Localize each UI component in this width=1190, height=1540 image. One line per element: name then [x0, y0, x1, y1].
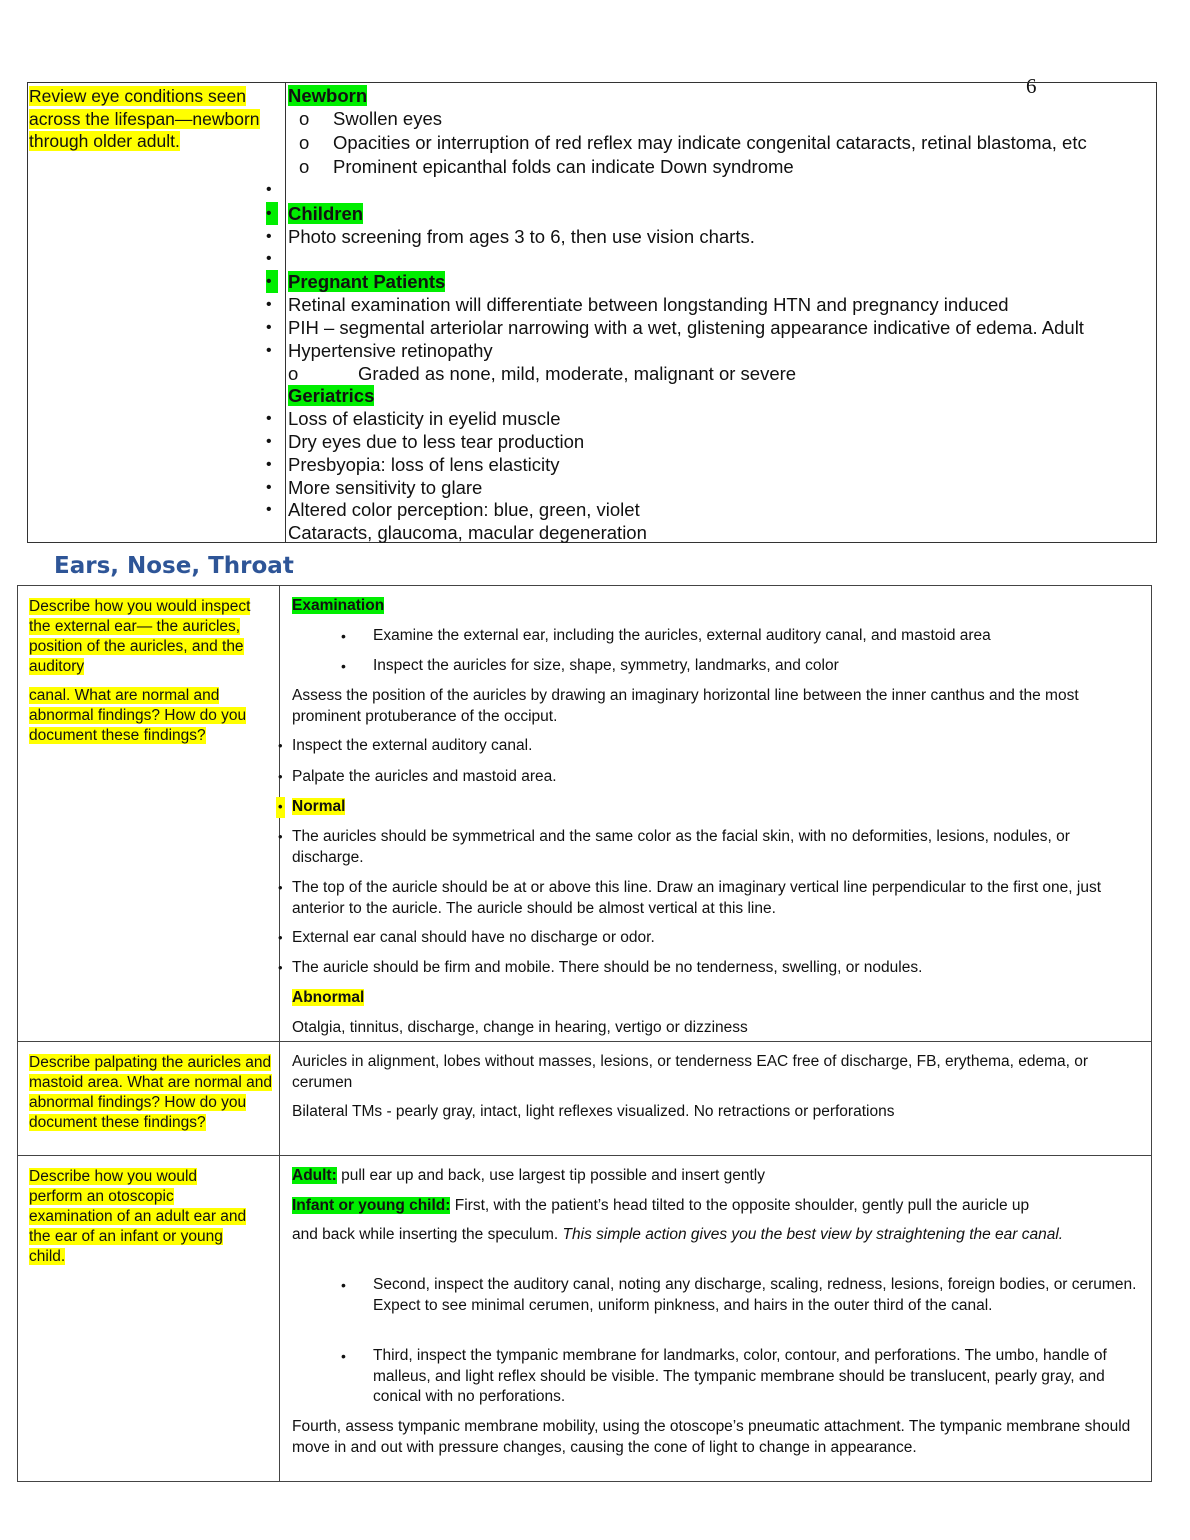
section-heading: Ears, Nose, Throat [54, 553, 294, 579]
normal-item: The auricles should be symmetrical and the same color as the facial skin, with no deformities, lesions, nodules, or discharge. [292, 828, 1070, 866]
normal-item: External ear canal should have no discharge or odor. [292, 929, 655, 946]
adult-text: pull ear up and back, use largest tip possible and insert gently [336, 1167, 765, 1184]
newborn-item: o Opacities or interruption of red reflex may indicate congenital cataracts, retinal blastoma, etc [299, 132, 1087, 153]
pregnant-heading: Pregnant Patients [288, 271, 446, 292]
bullet: • [266, 501, 272, 518]
otoscope-step: Second, inspect the auditory canal, noting any discharge, scaling, redness, lesions, foreign bodies, or cerumen. Expect to see minimal cerumen, uniform pinkness, and hairs in the outer third of the canal. [373, 1276, 1137, 1314]
pregnant-line: Retinal examination will differentiate between longstanding HTN and pregnancy induced [288, 294, 1009, 315]
geriatrics-line: Cataracts, glaucoma, macular degeneration [288, 522, 647, 543]
geriatrics-line: Loss of elasticity in eyelid muscle [288, 408, 561, 429]
pregnant-sub: o Graded as none, mild, moderate, malignant or severe [288, 363, 797, 384]
geriatrics-line: More sensitivity to glare [288, 477, 483, 498]
palpation-findings: Auricles in alignment, lobes without masses, lesions, or tenderness EAC free of discharge, FB, erythema, edema, or cerumen [292, 1053, 1089, 1091]
newborn-item: o Prominent epicanthal folds can indicate Down syndrome [299, 156, 794, 177]
infant-continued: and back while inserting the speculum. [292, 1226, 563, 1243]
infant-text: First, with the patient’s head tilted to the opposite shoulder, gently pull the auricle up [450, 1197, 1030, 1214]
geriatrics-line: Presbyopia: loss of lens elasticity [288, 454, 560, 475]
assess-text: Assess the position of the auricles by drawing an imaginary horizontal line between the inner canthus and the most prominent protuberance of the occiput. [292, 687, 1079, 725]
geriatrics-line: Dry eyes due to less tear production [288, 431, 585, 452]
bullet: • [266, 456, 272, 473]
bullet: • [266, 479, 272, 496]
bullet: • [266, 181, 272, 198]
ent-row-external-ear: Describe how you would inspect the external ear— the auricles, position of the auricles, and the auditory canal. What are normal and abnormal findings? How do you document these findings? Examination • Examine the external ear, including the auricles, external auditory canal, and mastoid area • Inspect the auricles for size, shape, symmetry, landmarks, and color Assess the position of the auricles by drawing an imaginary horizontal line between the inner canthus and the most prominent protuberance of the occiput. • Inspect the external auditory canal. • Palpate the auricles and mastoid area. • Normal • The auricles should be symmetrical and the same color as the facial skin, with no deformities, lesions, nodules, or discharge. • The top of the auricle should be at or above this line. Draw an imaginary vertical line perpendicular to the first one, just anterior to the auricle. The auricle should be almost vertical at this line. • External ear canal should have no discharge or odor. • The auricle should be firm and mobile. There should be no tenderness, swelling, or nodules. Abnormal Otalgia, tinnitus, discharge, change in hearing, vertigo or dizziness [18, 586, 1151, 1042]
pregnant-line: PIH – segmental arteriolar narrowing with a wet, glistening appearance indicative of edema. Adult [288, 317, 1084, 338]
otoscope-step: Third, inspect the tympanic membrane for landmarks, color, contour, and perforations. The umbo, handle of malleus, and light reflex should be visible. The tympanic membrane should be translucent, pearly gray, and conical with no perforations. [373, 1347, 1107, 1405]
otoscope-step: Fourth, assess tympanic membrane mobility, using the otoscope’s pneumatic attachment. The tympanic membrane should move in and out with pressure changes, causing the cone of light to change in appearance. [292, 1418, 1131, 1456]
question-cell [18, 586, 280, 1041]
normal-item: The top of the auricle should be at or above this line. Draw an imaginary vertical line perpendicular to the first one, just anterior to the auricle. The auricle should be almost vertical at this line. [292, 879, 1102, 917]
inspect-canal-text: Inspect the external auditory canal. [292, 737, 533, 754]
geriatrics-line: Altered color perception: blue, green, violet [288, 499, 640, 520]
newborn-item: o Swollen eyes [299, 108, 443, 129]
bullet: • [266, 270, 278, 293]
ent-row-otoscopic: Describe how you would perform an otoscopic examination of an adult ear and the ear of an infant or young child. Adult: pull ear up and back, use largest tip possible and insert gently Infant or young child: First, with the patient’s head tilted to the opposite shoulder, gently pull the auricle up and back while inserting the speculum. This simple action gives you the best view by straightening the ear canal. • Second, inspect the auditory canal, noting any discharge, scaling, redness, lesions, foreign bodies, or cerumen. Expect to see minimal cerumen, uniform pinkness, and hairs in the outer third of the canal. • Third, inspect the tympanic membrane for landmarks, color, contour, and perforations. The umbo, handle of malleus, and light reflex should be visible. The tympanic membrane should be translucent, pearly gray, and conical with no perforations. Fourth, assess tympanic membrane mobility, using the otoscope’s pneumatic attachment. The tympanic membrane should move in and out with pressure changes, causing the cone of light to change in appearance. [18, 1156, 1151, 1481]
question-cell [18, 1156, 280, 1481]
tm-findings: Bilateral TMs - pearly gray, intact, light reflexes visualized. No retractions or perforations [292, 1103, 895, 1120]
bullet: • [266, 342, 272, 359]
children-heading: Children [288, 203, 364, 224]
eye-question: Review eye conditions seen across the lifespan—newborn through older adult. [29, 86, 260, 151]
abnormal-text: Otalgia, tinnitus, discharge, change in hearing, vertigo or dizziness [292, 1019, 748, 1036]
ent-table [17, 585, 1152, 1482]
infant-italic-note: This simple action gives you the best view by straightening the ear canal. [562, 1226, 1064, 1243]
bullet: • [266, 202, 278, 225]
bullet: • [266, 296, 272, 313]
question-text: Describe how you would perform an otoscopic examination of an adult ear and the ear of an infant or young child. [29, 1168, 247, 1265]
question-text: Describe palpating the auricles and mastoid area. What are normal and abnormal findings? How do you document these findings? [29, 1054, 272, 1131]
newborn-heading: Newborn [288, 85, 368, 106]
question-cell [18, 1042, 280, 1155]
geriatrics-heading: Geriatrics [288, 385, 375, 406]
normal-item: The auricle should be firm and mobile. There should be no tenderness, swelling, or nodules. [292, 959, 923, 976]
bullet: • [266, 319, 272, 336]
examination-heading: Examination [292, 597, 385, 614]
bullet: • [266, 433, 272, 450]
exam-item: Inspect the auricles for size, shape, symmetry, landmarks, and color [373, 657, 839, 674]
bullet: • [266, 250, 272, 267]
abnormal-heading: Abnormal [292, 989, 365, 1006]
adult-label: Adult: [292, 1167, 337, 1184]
pregnant-line: Hypertensive retinopathy [288, 340, 493, 361]
bullet: • [266, 228, 272, 245]
infant-label: Infant or young child: [292, 1197, 451, 1214]
eye-conditions-table [27, 82, 1157, 543]
question-text: canal. What are normal and abnormal findings? How do you document these findings? [29, 687, 247, 744]
palpate-text: Palpate the auricles and mastoid area. [292, 768, 557, 785]
children-text: Photo screening from ages 3 to 6, then use vision charts. [288, 226, 755, 247]
exam-item: Examine the external ear, including the auricles, external auditory canal, and mastoid area [373, 627, 991, 644]
eye-question-cell [28, 83, 286, 542]
question-text: Describe how you would inspect the external ear— the auricles, position of the auricles, and the auditory [29, 598, 251, 675]
ent-row-palpating [18, 1042, 1151, 1156]
normal-heading: Normal [292, 798, 346, 815]
page-number: 6 [1026, 74, 1037, 98]
bullet: • [266, 410, 272, 427]
